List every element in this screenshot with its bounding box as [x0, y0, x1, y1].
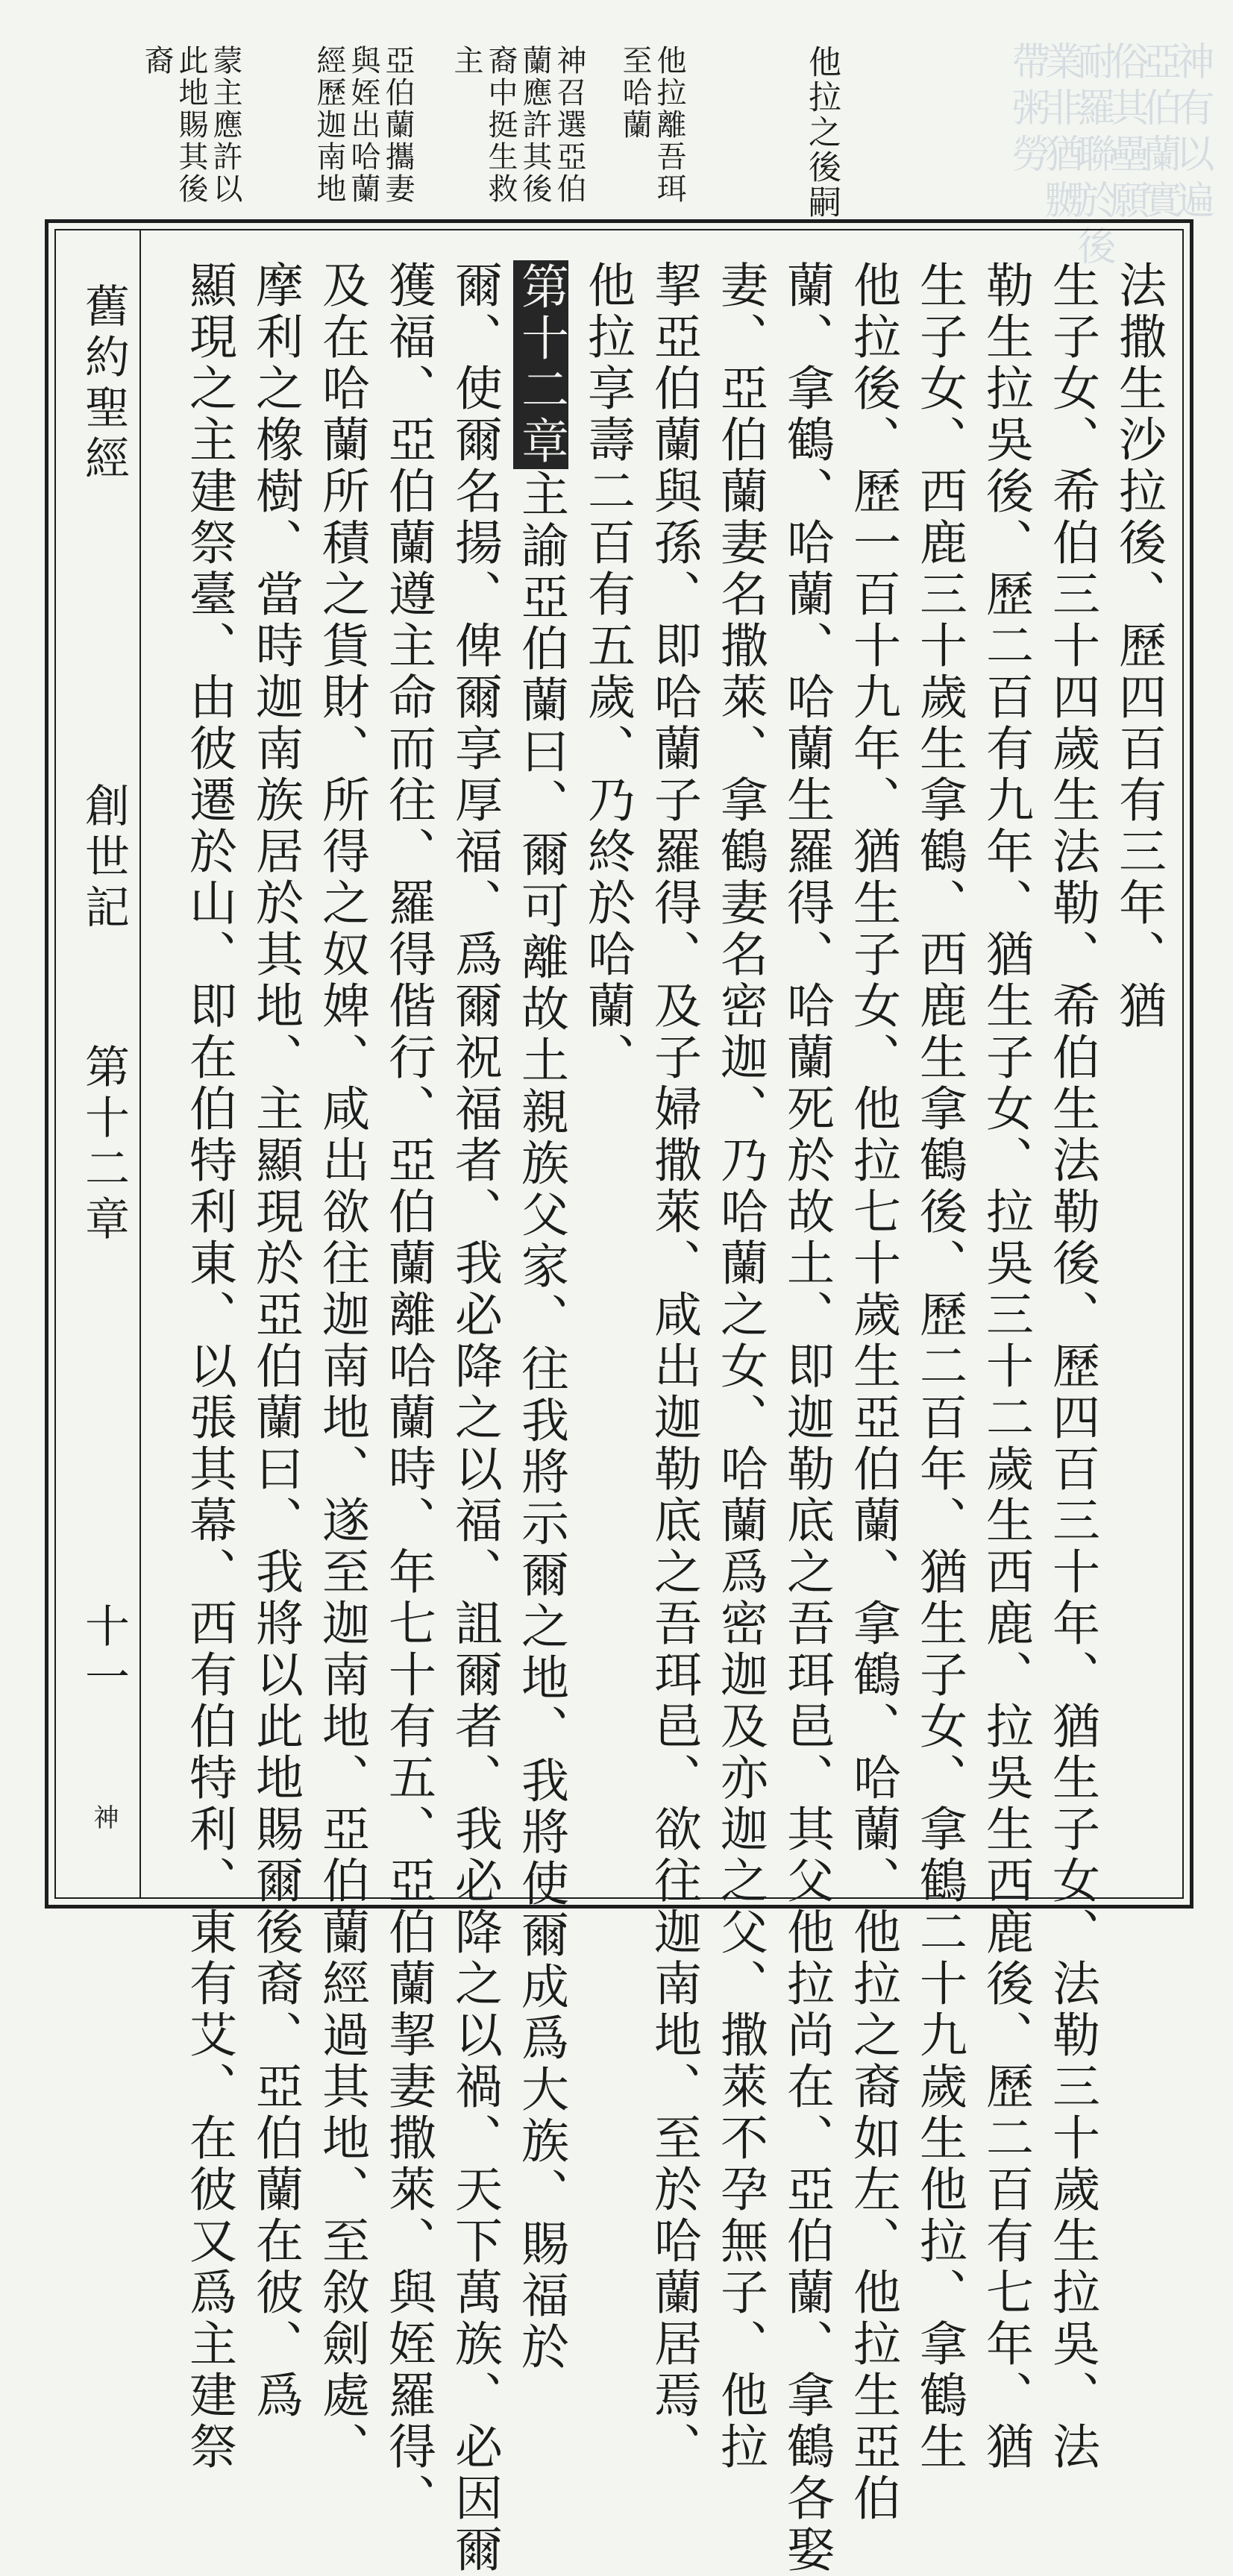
body-column: 蘭、拿鶴、哈蘭、哈蘭生羅得、哈蘭死於故土、即迦勒底之吾珥邑、其父他拉尚在、亞伯蘭、拿鶴各娶	[779, 260, 834, 2576]
sidebar-header	[71, 253, 135, 1879]
body-column: 獲福、亞伯蘭遵主命而往、羅得偕行、亞伯蘭離哈蘭時、年七十有五、亞伯蘭挈妻撒萊、與姪羅得、	[380, 260, 436, 2525]
body-column-chapter-start	[513, 260, 568, 2373]
footer-mark: 神	[89, 1804, 119, 1835]
body-column: 法撒生沙拉後、歷四百有三年、猶	[1111, 260, 1166, 1032]
text-frame	[45, 219, 1193, 2576]
body-column: 妻、亞伯蘭妻名撒萊、拿鶴妻名密迦、乃哈蘭之女、哈蘭爲密迦及亦迦之父、撒萊不孕無子、他拉	[712, 260, 768, 2473]
ghost-line: 帶粥勞	[1005, 41, 1050, 180]
body-column: 生子女、西鹿三十歲生拿鶴、西鹿生拿鶴後、歷二百年、猶生子女、拿鶴二十九歲生他拉、拿鶴生	[912, 260, 967, 2473]
margin-note: 他拉離吾珥至哈蘭	[618, 45, 686, 205]
body-column: 他拉後、歷一百十九年、猶生子女、他拉七十歲生亞伯蘭、拿鶴、哈蘭、他拉之裔如左、他拉生亞伯	[845, 260, 900, 2525]
text-frame-inner	[54, 229, 1184, 2576]
body-text: 主諭亞伯蘭曰、爾可離故土親族父家、往我將示爾之地、我將使爾成爲大族、賜福於	[513, 469, 568, 2373]
ghost-line: 俗其壘願	[1103, 41, 1148, 226]
book-name: 創世記	[78, 782, 130, 934]
ghost-line: 業非猶嬲	[1038, 41, 1082, 226]
margin-note: 蒙主應許以此地賜其後裔	[139, 45, 242, 205]
ghost-line: 亞伯蘭實	[1136, 41, 1181, 226]
body-column: 生子女、希伯三十四歲生法勒、希伯生法勒後、歷四百三十年、猶生子女、法勒三十歲生拉吳、法	[1044, 260, 1099, 2473]
page-number: 十一	[78, 1603, 130, 1704]
chapter-label: 第十二章	[78, 1043, 130, 1246]
body-column: 顯現之主建祭臺、由彼遷於山、即在伯特利東、以張其幕、西有伯特利、東有艾、在彼又爲主建祭	[181, 260, 236, 2473]
book-title: 舊約聖經	[78, 283, 130, 486]
body-column: 他拉享壽二百有五歲、乃終於哈蘭、	[580, 260, 635, 1084]
body-column: 及在哈蘭所積之貨財、所得之奴婢、咸出欲往迦南地、遂至迦南地、亞伯蘭經過其地、至敘劍處、	[314, 260, 369, 2473]
ghost-line: 耐羅聯於後	[1070, 41, 1115, 272]
margin-note: 亞伯蘭攜妻與姪出哈蘭經歷迦南地	[312, 45, 415, 205]
sidebar-divider	[139, 230, 141, 1897]
body-column: 爾、使爾名揚、俾爾享厚福、爲爾祝福者、我必降之以福、詛爾者、我必降之以禍、天下萬族、必因爾	[447, 260, 502, 2576]
margin-note: 他拉之後嗣	[803, 45, 841, 220]
margin-note: 神召選亞伯蘭應許其後裔中挺生救主	[449, 45, 586, 205]
body-column: 勒生拉吳後、歷二百有九年、猶生子女、拉吳三十二歲生西鹿、拉吳生西鹿後、歷二百有七年、猶	[978, 260, 1033, 2473]
chapter-heading: 第十二章	[513, 262, 568, 468]
ghost-line: 神有以遍	[1169, 41, 1214, 226]
body-column: 挈亞伯蘭與孫、即哈蘭子羅得、及子婦撒萊、咸出迦勒底之吾珥邑、欲往迦南地、至於哈蘭居焉、	[646, 260, 701, 2473]
body-column: 摩利之橡樹、當時迦南族居於其地、主顯現於亞伯蘭曰、我將以此地賜爾後裔、亞伯蘭在彼、爲	[248, 260, 303, 2422]
show-through-text	[1005, 41, 1226, 272]
